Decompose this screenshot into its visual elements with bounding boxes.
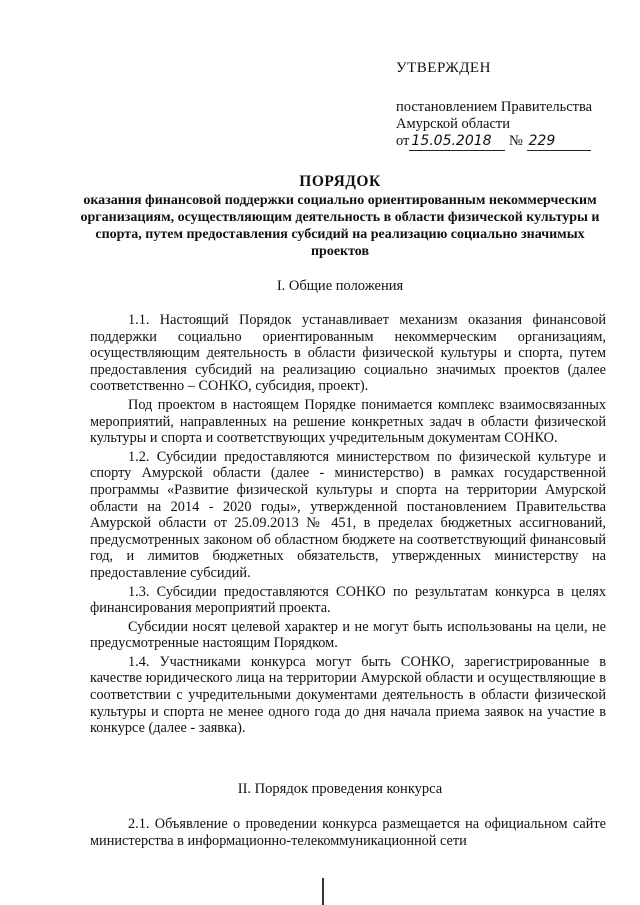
- handwritten-number: 229: [527, 133, 591, 151]
- handwritten-date: 15.05.2018: [409, 133, 505, 151]
- approval-stamp: [396, 60, 626, 151]
- paragraph-1-2: 1.2. Субсидии предоставляются министерством по физической культуре и спорту Амурской области (далее - министерство) в рамках государственной программы «Развитие физической культуры и спорта на территории Амурской области на 2014 - 2020 годы», утвержденной постановлением Правительства Амурской области от 25.09.2013 № 451, в пределах бюджетных ассигнований, предусмотренных законом об областном бюджете на соответствующий финансовый год, и лимитов бюджетных обязательств, утвержденных министерству на предоставление субсидий.: [90, 448, 606, 581]
- paragraph-targeted-use: Субсидии носят целевой характер и не могут быть использованы на цели, не предусмотренные настоящим Порядком.: [90, 618, 606, 652]
- document-subtitle: оказания финансовой поддержки социально ориентированным некоммерческим организациям, осуществляющим деятельность в области физической культуры и спорта, путем предоставления субсидий на реализацию социально значимых проектов: [80, 193, 600, 259]
- section-2-heading: II. Порядок проведения конкурса: [237, 781, 443, 797]
- paragraph-2-1: 2.1. Объявление о проведении конкурса размещается на официальном сайте министерства в информационно-телекоммуникационной сети: [90, 816, 606, 849]
- approval-line-2: Амурской области: [396, 116, 510, 132]
- document-title-block: [80, 173, 600, 260]
- paragraph-1-3: 1.3. Субсидии предоставляются СОНКО по результатам конкурса в целях финансирования мероприятий проекта.: [90, 583, 606, 617]
- number-prefix: №: [509, 133, 523, 149]
- paragraph-1-1: 1.1. Настоящий Порядок устанавливает механизм оказания финансовой поддержки социально ориентированным некоммерческим организациям, осуществляющим деятельность в области физической культуры и спорта, путем предоставления субсидий на реализацию социально значимых проектов (далее соответственно – СОНКО, субсидия, проект).: [90, 312, 606, 395]
- section-1-body: [90, 312, 606, 739]
- paragraph-project-definition: Под проектом в настоящем Порядке понимается комплекс взаимосвязанных мероприятий, направленных на решение конкретных задач в области физической культуры и спорта и соответствующих учредительным документам СОНКО.: [90, 396, 606, 447]
- binding-mark: [322, 878, 324, 905]
- section-2-body: [90, 816, 606, 851]
- paragraph-1-4: 1.4. Участниками конкурса могут быть СОНКО, зарегистрированные в качестве юридического лица на территории Амурской области и осуществляющие в соответствии с учредительными документами деятельность в области физической культуры и спорта не менее одного года до дня начала приема заявок на участие в конкурсе (далее - заявка).: [90, 653, 606, 737]
- approval-date-number: [396, 133, 626, 151]
- approval-line-1: постановлением Правительства: [396, 99, 593, 115]
- date-prefix: от: [396, 133, 410, 149]
- section-1-heading: I. Общие положения: [276, 278, 404, 294]
- document-title: ПОРЯДОК: [299, 173, 381, 190]
- approved-label: УТВЕРЖДЕН: [396, 60, 491, 76]
